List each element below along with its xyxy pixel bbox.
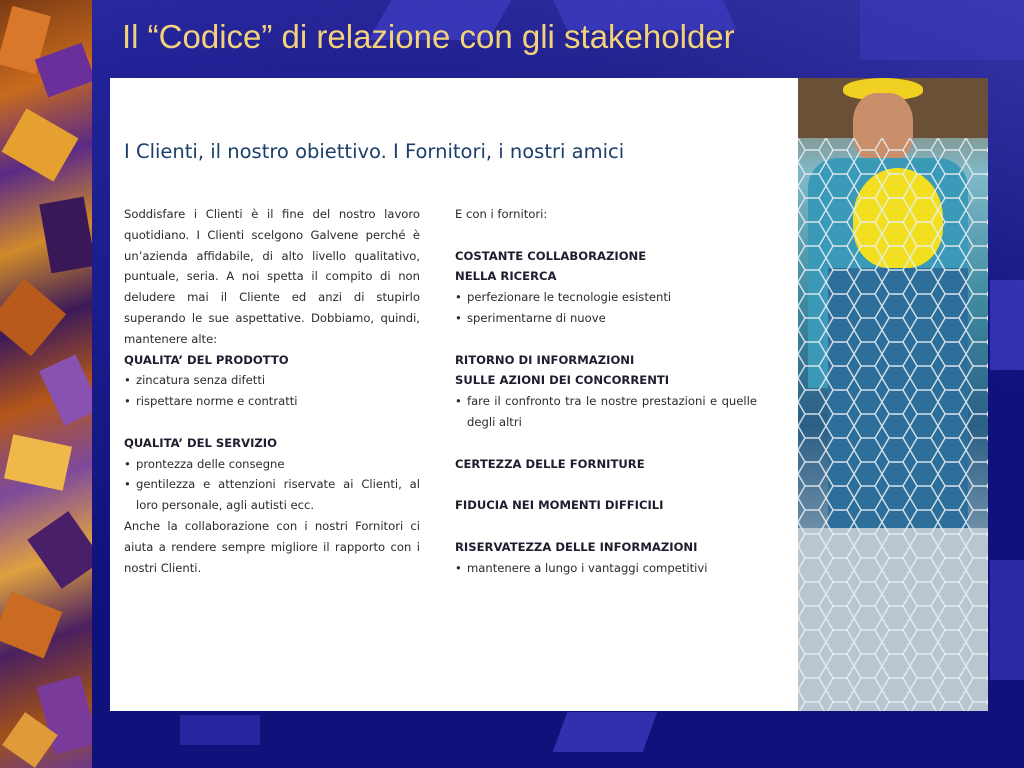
- section-title-collaboration-line2: NELLA RICERCA: [455, 269, 557, 284]
- left-column: [124, 204, 420, 578]
- decorative-mosaic-strip: [0, 0, 92, 768]
- document-panel: [110, 78, 800, 711]
- section-title-collaboration-line1: COSTANTE COLLABORAZIONE: [455, 248, 647, 263]
- background-shard: [553, 712, 658, 752]
- list-item: • zincatura senza difetti: [124, 370, 420, 391]
- section-title-service-quality: QUALITA’ DEL SERVIZIO: [124, 435, 277, 450]
- list-item: • prontezza delle consegne: [124, 454, 420, 475]
- left-closing-paragraph: Anche la collaborazione con i nostri Fornitori ci aiuta a rendere sempre migliore il rapporto con i nostri Clienti.: [124, 518, 420, 575]
- section-title-competitor-info-line2: SULLE AZIONI DEI CONCORRENTI: [455, 373, 670, 388]
- section-title-trust: FIDUCIA NEI MOMENTI DIFFICILI: [455, 498, 664, 513]
- worker-photo: [798, 78, 988, 711]
- left-intro-paragraph: Soddisfare i Clienti è il fine del nostro lavoro quotidiano. I Clienti scelgono Galvene perché è un’azienda affidabile, di alto livello qualitativo, puntuale, seria. A noi spetta il compito di non deludere mai il Cliente ed anzi di stupirlo superando le sue aspettative. Dobbiamo, quindi, mantenere alte:: [124, 207, 420, 346]
- right-intro: E con i fornitori:: [455, 207, 548, 221]
- section-title-confidentiality: RISERVATEZZA DELLE INFORMAZIONI: [455, 539, 698, 554]
- background-shard: [990, 280, 1024, 370]
- document-heading: I Clienti, il nostro obiettivo. I Fornitori, i nostri amici: [124, 140, 625, 163]
- background-shard: [860, 0, 1024, 60]
- list-item: • perfezionare le tecnologie esistenti: [455, 287, 757, 308]
- section-title-product-quality: QUALITA’ DEL PRODOTTO: [124, 352, 289, 367]
- background-shard: [180, 715, 260, 745]
- list-item: • rispettare norme e contratti: [124, 391, 420, 412]
- right-column: [455, 204, 757, 578]
- slide-title: Il “Codice” di relazione con gli stakeholder: [122, 18, 735, 55]
- list-item: • mantenere a lungo i vantaggi competitivi: [455, 558, 757, 579]
- section-title-competitor-info-line1: RITORNO DI INFORMAZIONI: [455, 352, 635, 367]
- list-item: • gentilezza e attenzioni riservate ai Clienti, al loro personale, agli autisti ecc.: [124, 474, 420, 516]
- background-shard: [990, 560, 1024, 680]
- section-title-supply-certainty: CERTEZZA DELLE FORNITURE: [455, 456, 645, 471]
- wire-mesh-icon: [798, 78, 988, 711]
- list-item: • sperimentarne di nuove: [455, 308, 757, 329]
- list-item: • fare il confronto tra le nostre prestazioni e quelle degli altri: [455, 391, 757, 433]
